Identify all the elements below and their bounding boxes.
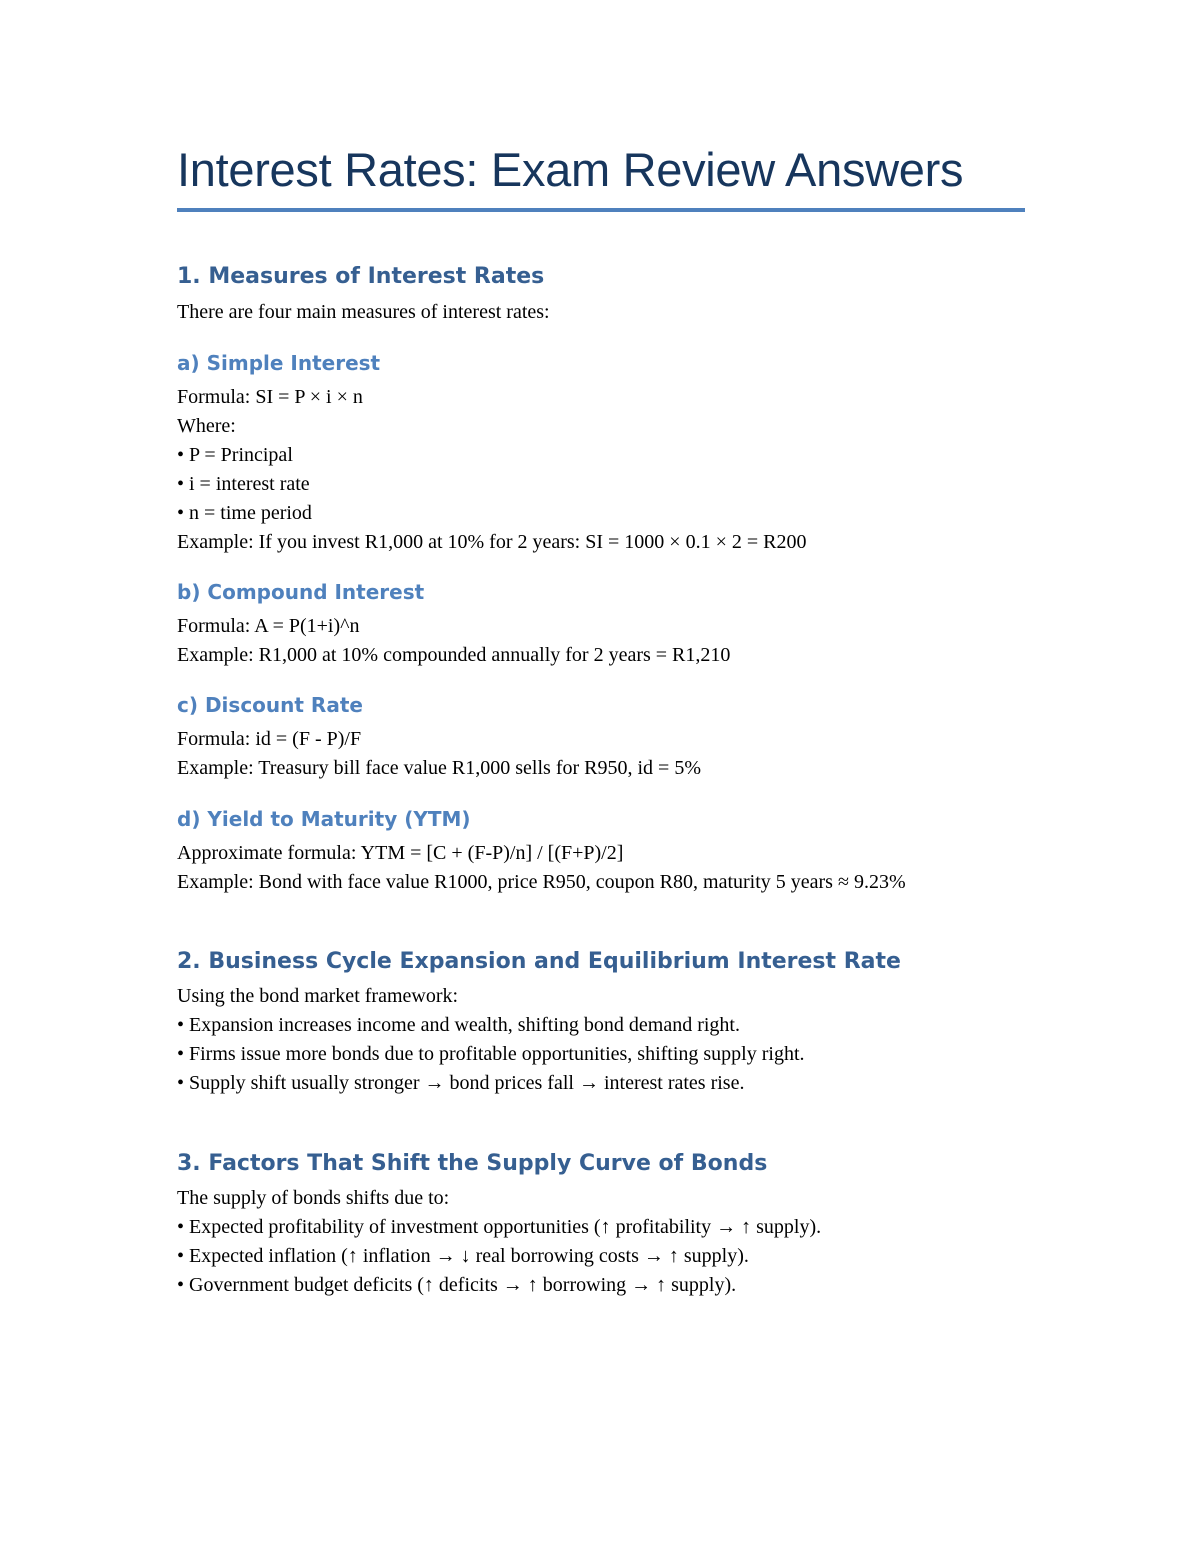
simple-interest-where: Where: — [177, 415, 236, 437]
section-2-bullet-1: • Expansion increases income and wealth, shifting bond demand right. — [177, 1014, 740, 1036]
ytm-formula: Approximate formula: YTM = [C + (F-P)/n] / [(F+P)/2] — [177, 842, 624, 864]
subsection-a-heading: a) Simple Interest — [177, 351, 381, 375]
subsection-b-heading: b) Compound Interest — [177, 580, 425, 604]
simple-interest-bullet-principal: • P = Principal — [177, 444, 293, 466]
simple-interest-example: Example: If you invest R1,000 at 10% for 2 years: SI = 1000 × 0.1 × 2 = R200 — [177, 531, 807, 553]
document-title: Interest Rates: Exam Review Answers — [177, 143, 964, 196]
section-2-bullet-2: • Firms issue more bonds due to profitable opportunities, shifting supply right. — [177, 1043, 805, 1065]
section-3-bullet-3: • Government budget deficits (↑ deficits → ↑ borrowing → ↑ supply). — [177, 1274, 737, 1296]
discount-rate-example: Example: Treasury bill face value R1,000 sells for R950, id = 5% — [177, 757, 701, 779]
simple-interest-bullet-time: • n = time period — [177, 502, 312, 524]
subsection-c-heading: c) Discount Rate — [177, 693, 363, 717]
section-3-heading: 3. Factors That Shift the Supply Curve of Bonds — [177, 1151, 768, 1176]
section-3-bullet-2: • Expected inflation (↑ inflation → ↓ real borrowing costs → ↑ supply). — [177, 1245, 749, 1267]
title-underline — [177, 208, 1025, 212]
subsection-d-heading: d) Yield to Maturity (YTM) — [177, 807, 471, 831]
simple-interest-formula: Formula: SI = P × i × n — [177, 386, 363, 408]
section-1-heading: 1. Measures of Interest Rates — [177, 264, 545, 289]
compound-interest-formula: Formula: A = P(1+i)^n — [177, 615, 360, 637]
section-3-bullet-1: • Expected profitability of investment opportunities (↑ profitability → ↑ supply). — [177, 1216, 822, 1238]
section-2-heading: 2. Business Cycle Expansion and Equilibrium Interest Rate — [177, 949, 901, 974]
compound-interest-example: Example: R1,000 at 10% compounded annually for 2 years = R1,210 — [177, 644, 731, 666]
section-2-intro: Using the bond market framework: — [177, 985, 459, 1007]
discount-rate-formula: Formula: id = (F - P)/F — [177, 728, 362, 750]
section-3-intro: The supply of bonds shifts due to: — [177, 1187, 450, 1209]
section-1-intro: There are four main measures of interest rates: — [177, 301, 550, 323]
ytm-example: Example: Bond with face value R1000, price R950, coupon R80, maturity 5 years ≈ 9.23% — [177, 871, 906, 893]
simple-interest-bullet-rate: • i = interest rate — [177, 473, 310, 495]
section-2-bullet-3: • Supply shift usually stronger → bond prices fall → interest rates rise. — [177, 1072, 745, 1094]
